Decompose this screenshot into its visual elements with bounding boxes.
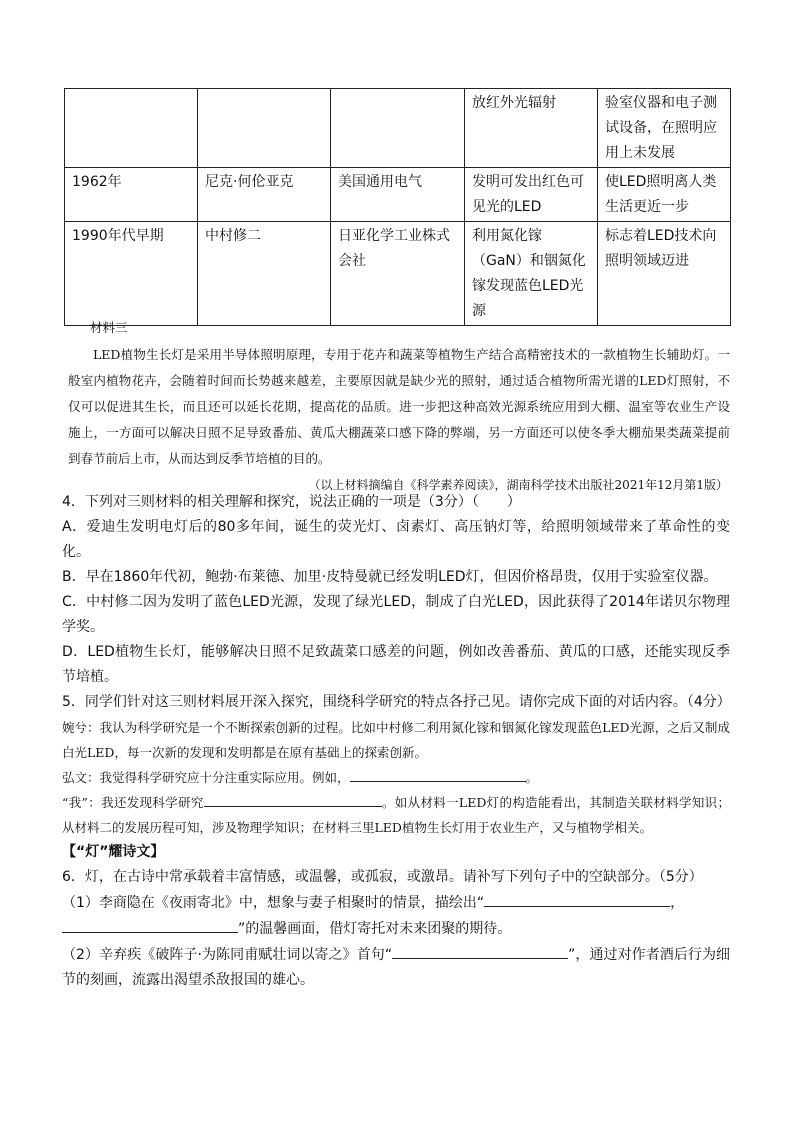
questions (62, 490, 730, 993)
table-cell: 放红外光辐射 (465, 89, 598, 168)
dialogue-text: 。如从材料一LED灯的构造能看出，其制造关联材料学知识；从材料二的发展历程可知，涉及物理学知识；在材料三里LED植物生长灯用于农业生产，又与植物学相关。 (62, 795, 730, 835)
material-three (68, 315, 730, 498)
led-history-table (64, 88, 731, 326)
table-row (65, 89, 731, 168)
material-title: 材料三 (90, 320, 128, 335)
table-cell (65, 89, 198, 168)
answer-blank[interactable] (484, 890, 670, 907)
table-cell: 1962年 (65, 168, 198, 222)
table-cell: 验室仪器和电子测试设备，在照明应用上未发展 (598, 89, 731, 168)
option-a: A．爱迪生发明电灯后的80多年间，诞生的荧光灯、卤素灯、高压钠灯等，给照明领域带来了革命性的变化。 (62, 519, 730, 560)
table-cell: 尼克·何伦亚克 (198, 168, 331, 222)
question-5-stem: 5．同学们针对这三则材料展开深入探究，围绕科学研究的特点各抒己见。请你完成下面的对话内容。（4分） (62, 694, 731, 710)
material-source: （以上材料摘编自《科学素养阅读》，湖南科学技术出版社2021年12月第1版） (308, 478, 728, 492)
table-cell: 标志着LED技术向照明领域迈进 (598, 222, 731, 326)
question-4-stem: 4．下列对三则材料的相关理解和探究，说法正确的一项是（3分）（ ） (62, 494, 521, 510)
option-c: C．中村修二因为发明了蓝色LED光源，发现了绿光LED，制成了白光LED，因此获得了2014年诺贝尔物理学奖。 (62, 594, 730, 635)
table-cell (198, 89, 331, 168)
question-text: ， (670, 895, 685, 911)
table-cell (331, 89, 465, 168)
table-cell: 使LED照明离人类生活更近一步 (598, 168, 731, 222)
dialogue-wanxi: 婉兮：我认为科学研究是一个不断探索创新的过程。比如中村修二利用氮化镓和铟氮化镓发现蓝色LED光源，之后又制成白光LED，每一次新的发现和发明都是在原有基础上的探索创新。 (62, 720, 730, 760)
answer-blank[interactable] (62, 916, 238, 933)
option-b: B．早在1860年代初，鲍勃·布莱德、加里·皮特曼就已经发明LED灯，但因价格昂贵，仅用于实验室仪器。 (62, 569, 718, 585)
dialogue-text: “我”：我还发现科学研究 (62, 795, 204, 810)
answer-blank[interactable] (204, 790, 382, 807)
question-text: ”，通过对作者酒后行为细节的刻画，流露出渴望杀敌报国的雄心。 (62, 947, 730, 988)
question-text: （2）辛弃疾《破阵子·为陈同甫赋壮词以寄之》首句“ (62, 947, 393, 963)
dialogue-hongwen (62, 765, 730, 790)
question-6-part-2 (62, 942, 730, 993)
question-6-stem: 6．灯，在古诗中常承载着丰富情感，或温馨，或孤寂，或激昂。请补写下列句子中的空缺部分。（5分） (62, 869, 703, 885)
section-heading: 【“灯”耀诗文】 (62, 844, 165, 860)
table-row (65, 222, 731, 326)
question-6-part-1 (62, 890, 730, 942)
dialogue-text: 。 (525, 770, 539, 785)
table-cell: 日亚化学工业株式会社 (331, 222, 465, 326)
question-text: ”的温馨画面，借灯寄托对未来团聚的期待。 (238, 921, 512, 937)
option-d: D．LED植物生长灯，能够解决日照不足致蔬菜口感差的问题，例如改善番茄、黄瓜的口感，还能实现反季节培植。 (62, 644, 730, 685)
table-cell: 中村修二 (198, 222, 331, 326)
table-cell: 美国通用电气 (331, 168, 465, 222)
dialogue-me (62, 790, 730, 840)
answer-blank[interactable] (350, 765, 526, 782)
dialogue-text: 弘文：我觉得科学研究应十分注重实际应用。例如， (62, 770, 350, 785)
table-cell: 利用氮化镓（GaN）和铟氮化镓发现蓝色LED光源 (465, 222, 598, 326)
table-cell: 1990年代早期 (65, 222, 198, 326)
table-row (65, 168, 731, 222)
answer-blank[interactable] (392, 942, 568, 959)
table-cell: 发明可发出红色可见光的LED (465, 168, 598, 222)
material-body: LED植物生长灯是采用半导体照明原理，专用于花卉和蔬菜等植物生产结合高精密技术的一款植物生长辅助灯。一般室内植物花卉，会随着时间而长势越来越差，主要原因就是缺少光的照射，通过适合植物所需光谱的LED灯照射，不仅可以促进其生长，而且还可以延长花期，提高花的品质。进一步把这种高效光源系统应用到大棚、温室等农业生产设施上，一方面可以解决日照不足导致番茄、黄瓜大棚蔬菜口感下降的弊端，另一方面还可以使冬季大棚茄果类蔬菜提前到春节前后上市，从而达到反季节培植的目的。 (68, 347, 730, 466)
question-text: （1）李商隐在《夜雨寄北》中，想象与妻子相聚时的情景，描绘出“ (62, 895, 485, 911)
